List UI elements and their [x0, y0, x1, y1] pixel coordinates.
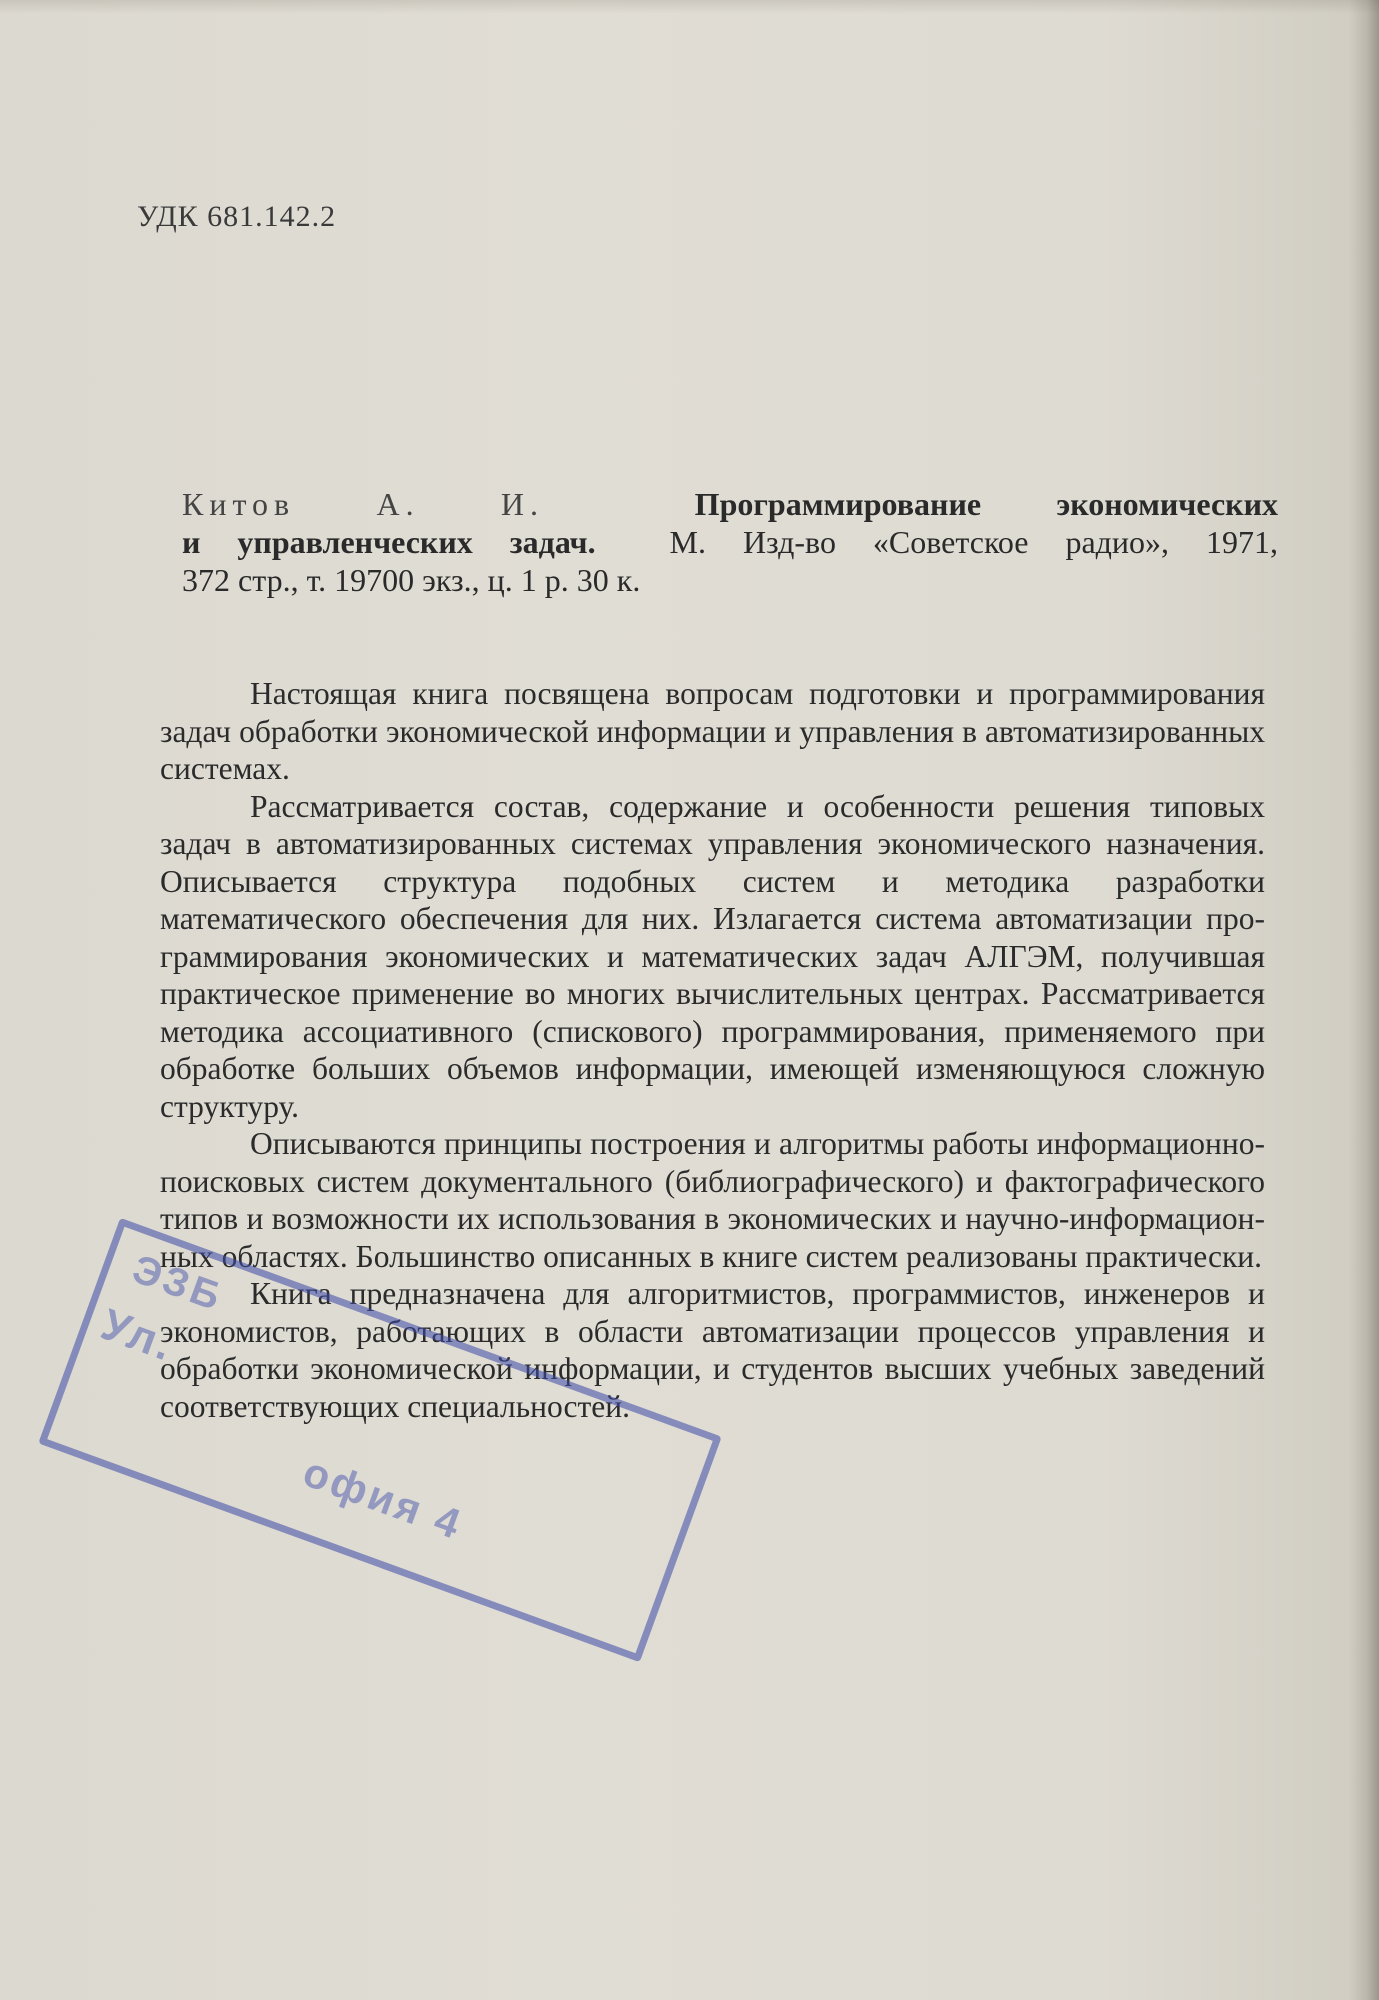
publisher-info: М. Изд-во «Советское радио», 1971, — [669, 524, 1279, 560]
stamp-line-2: Ул. — [95, 1299, 182, 1372]
bib-line-1 — [182, 485, 1278, 523]
stamp-line-1: ЭЗБ — [126, 1246, 230, 1321]
abstract-paragraph-4: Книга предназначена для алгоритмистов, программистов, инженеров и экономистов, работающих в области автоматизации процессов управления и обработки экономической информации, и студентов высших учебных заведений соответствующих специальностей. — [160, 1276, 1265, 1424]
abstract-paragraph-3: Описываются принципы построения и алгоритмы работы информационно-поисковых систем документального (библиографического) и фактографического типов и возможности их использования в экономических и научно-информационных областях. Большинство описанных в книге систем реализованы практически. — [160, 1126, 1265, 1274]
book-title-part1: Программирование экономических — [694, 486, 1279, 522]
abstract-paragraph-2: Рассматривается состав, содержание и особенности решения типовых задач в автоматизированных системах управления экономического назначения. Описывается структура подобных систем и методика разработки математического обеспечения для них. Излагается система автоматизации программирования экономических и математических задач АЛГЭМ, получившая практическое применение во многих вычислительных центрах. Рассматривается методика ассоциативного (спискового) программирования, применяемого при обработке больших объемов информации, имеющей изменяющуюся сложную структуру. — [160, 788, 1265, 1124]
abstract — [160, 675, 1265, 1425]
stamp-line-3: офия 4 — [297, 1447, 470, 1549]
author-name: Китов А. И. — [182, 486, 545, 522]
bib-line-2 — [182, 523, 1278, 561]
publication-details: 372 стр., т. 19700 экз., ц. 1 р. 30 к. — [182, 562, 641, 598]
page-right-edge — [1349, 0, 1379, 2000]
udk-code: УДК 681.142.2 — [137, 200, 337, 233]
abstract-paragraph-1: Настоящая книга посвящена вопросам подготовки и программирования задач обработки экономической информации и управления в автоматизированных системах. — [160, 676, 1265, 786]
bibliographic-record — [182, 485, 1278, 599]
bib-line-3 — [182, 561, 1278, 599]
book-title-part2: и управленческих задач. — [182, 524, 596, 560]
page-top-shadow — [0, 0, 1379, 14]
